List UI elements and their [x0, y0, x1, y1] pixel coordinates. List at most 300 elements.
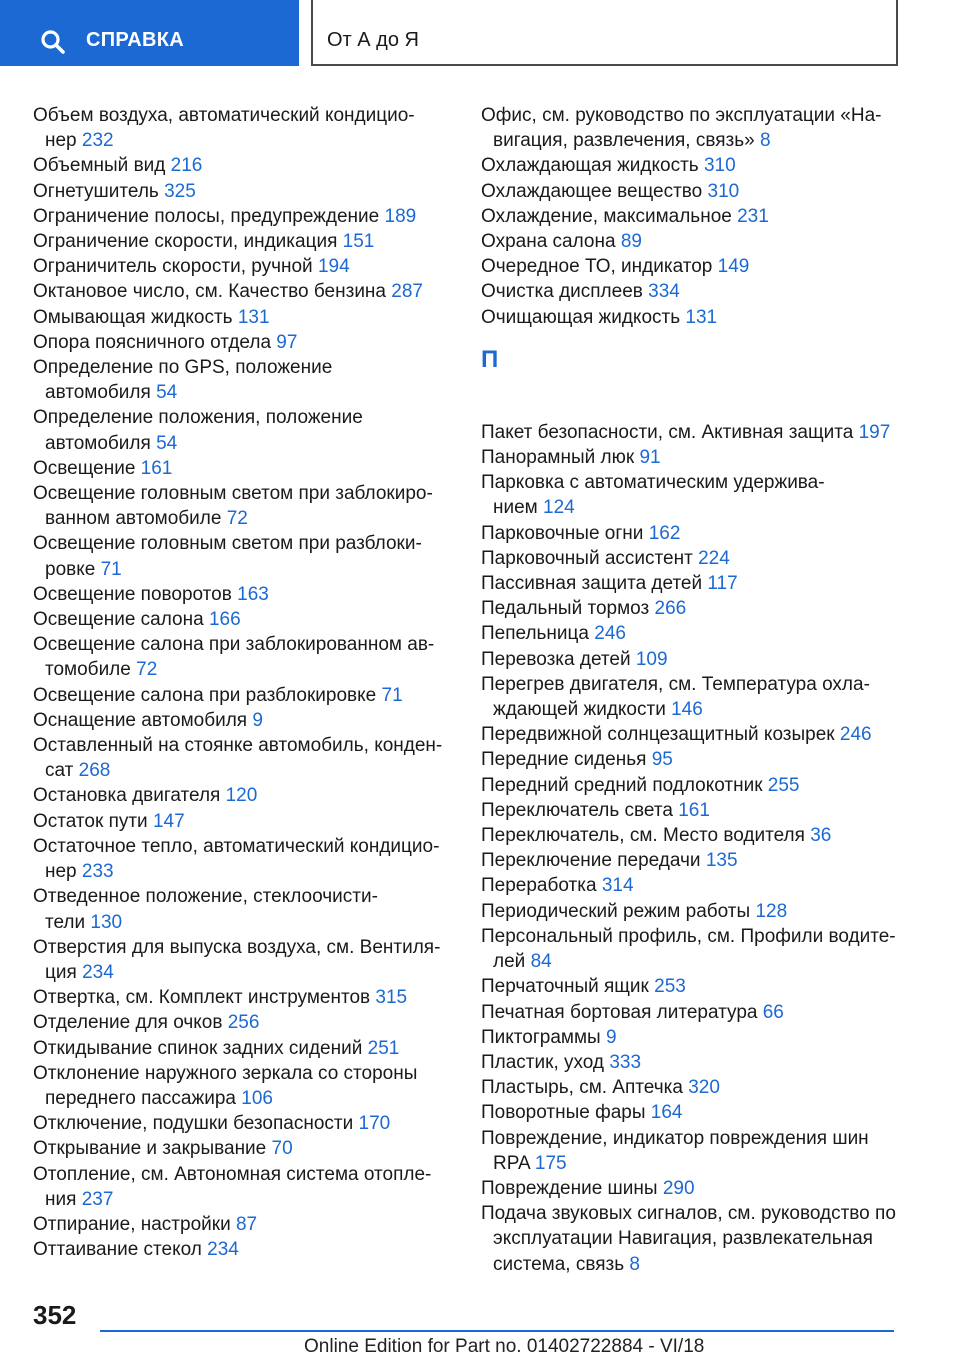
index-entry — [33, 305, 453, 330]
index-entry — [33, 330, 453, 355]
index-entry — [33, 884, 453, 934]
index-entry-text — [481, 924, 921, 949]
index-entry — [33, 632, 453, 682]
page-reference-link[interactable]: 120 — [225, 785, 258, 807]
index-entry — [33, 531, 453, 581]
page-reference-link[interactable]: 71 — [381, 684, 403, 706]
index-entry-text — [481, 1126, 921, 1151]
index-entry-text — [481, 1050, 921, 1075]
index-entry-text — [33, 355, 453, 380]
page-reference-link[interactable]: 233 — [81, 861, 114, 883]
page-reference-link[interactable]: 36 — [810, 825, 832, 847]
entry-term: Охрана салона — [481, 231, 616, 253]
page-reference-link[interactable]: 71 — [100, 558, 122, 580]
index-entry-text — [33, 229, 453, 254]
page-reference-link[interactable]: 95 — [651, 749, 673, 771]
page-reference-link[interactable]: 161 — [678, 799, 710, 821]
index-entry-text — [33, 607, 453, 632]
entry-term: сат — [45, 760, 74, 782]
entry-term: переднего пассажира — [45, 1087, 236, 1109]
entry-term: ванном автомобиле — [45, 508, 222, 530]
entry-term: Оттаивание стекол — [33, 1239, 202, 1261]
page-reference-link[interactable]: 266 — [654, 598, 687, 620]
page-reference-link[interactable]: 147 — [152, 810, 185, 832]
index-entry — [481, 848, 921, 873]
entry-term: ция — [45, 961, 77, 983]
index-entry-text — [33, 1086, 453, 1111]
index-entry — [33, 405, 453, 455]
entry-term: Объем воздуха, автоматический кондицио- — [33, 105, 415, 126]
index-entry-text — [33, 632, 453, 657]
entry-term: лей — [493, 951, 526, 973]
entry-term: тели — [45, 911, 86, 933]
entry-term: Омывающая жидкость — [33, 306, 233, 328]
index-entry-text — [33, 1111, 453, 1136]
index-entry-text — [481, 949, 921, 974]
page-reference-link[interactable]: 54 — [156, 432, 178, 454]
index-entry — [481, 899, 921, 924]
index-entry — [481, 823, 921, 848]
page-reference-link[interactable]: 287 — [391, 281, 423, 303]
page-reference-link[interactable]: 54 — [156, 382, 178, 404]
index-entry — [33, 935, 453, 985]
entry-term: нием — [493, 497, 538, 519]
page-reference-link[interactable]: 84 — [530, 951, 552, 973]
entry-term: вигация, развлечения, связь» — [493, 130, 755, 152]
page-reference-link[interactable]: 310 — [703, 155, 736, 177]
entry-term: Офис, см. руководство по эксплуатации «На- — [481, 105, 882, 126]
page-reference-link[interactable]: 246 — [839, 724, 872, 746]
index-entry-text — [481, 1100, 921, 1125]
page-reference-link[interactable]: 70 — [271, 1138, 293, 1160]
index-entry-text — [481, 103, 921, 128]
entry-term: Ограничение полосы, предупреждение — [33, 205, 380, 227]
page-reference-link[interactable]: 9 — [252, 709, 263, 731]
entry-term: Повреждение шины — [481, 1177, 658, 1199]
entry-term: RPA — [493, 1152, 530, 1174]
index-entry-text — [481, 445, 921, 470]
index-entry-text — [481, 596, 921, 621]
entry-term: Отключение, подушки безопасности — [33, 1113, 354, 1135]
page-reference-link[interactable]: 151 — [342, 231, 375, 253]
entry-term: Переключение передачи — [481, 850, 701, 872]
entry-term: Остаток пути — [33, 810, 148, 832]
entry-term: томобиле — [45, 659, 131, 681]
entry-term: Перегрев двигателя, см. Температура охла- — [481, 673, 870, 695]
index-entry — [481, 229, 921, 254]
index-entry-text — [481, 1201, 921, 1226]
index-entry-text — [33, 1162, 453, 1187]
index-entry — [481, 1201, 921, 1277]
index-entry-text — [33, 254, 453, 279]
index-entry-text — [33, 708, 453, 733]
index-entry — [481, 305, 921, 330]
entry-term: ния — [45, 1188, 77, 1210]
index-entry-text — [33, 1187, 453, 1212]
index-entry-text — [481, 1226, 921, 1251]
index-entry — [481, 1025, 921, 1050]
entry-term: Очищающая жидкость — [481, 306, 681, 328]
index-entry — [33, 153, 453, 178]
page-reference-link[interactable]: 232 — [81, 130, 114, 152]
index-entry-text — [481, 798, 921, 823]
index-entry-text — [33, 128, 453, 153]
entry-term: Отопление, см. Автономная система отопле- — [33, 1163, 432, 1185]
page-reference-link[interactable]: 8 — [760, 130, 771, 152]
page-reference-link[interactable]: 189 — [384, 205, 417, 227]
page-reference-link[interactable]: 66 — [762, 1001, 784, 1023]
page-reference-link[interactable]: 237 — [81, 1188, 114, 1210]
entry-term: Повреждение, индикатор повреждения шин — [481, 1127, 869, 1149]
index-entry-text — [33, 405, 453, 430]
index-entry-text — [33, 758, 453, 783]
page-reference-link[interactable]: 146 — [671, 699, 703, 721]
entry-term: Огнетушитель — [33, 180, 159, 202]
entry-term: Переключатель, см. Место водителя — [481, 825, 805, 847]
page-reference-link[interactable]: 162 — [648, 522, 681, 544]
entry-term: нер — [45, 861, 77, 883]
index-entry — [33, 1036, 453, 1061]
entry-term: Освещение головным светом при заблокиро- — [33, 483, 433, 505]
index-entry-text — [33, 1212, 453, 1237]
a-to-z-tab-label: От А до Я — [327, 29, 419, 51]
index-entry — [481, 773, 921, 798]
index-entry-text — [481, 495, 921, 520]
index-entry — [481, 445, 921, 470]
index-entry-text — [481, 1000, 921, 1025]
index-entry — [481, 254, 921, 279]
entry-term: Отклонение наружного зеркала со стороны — [33, 1062, 418, 1084]
entry-term: Отвертка, см. Комплект инструментов — [33, 987, 371, 1009]
help-tab-label: СПРАВКА — [86, 29, 185, 51]
entry-term: ровке — [45, 558, 96, 580]
entry-term: Пассивная защита детей — [481, 573, 703, 595]
index-entry — [33, 179, 453, 204]
index-entry-text — [481, 420, 921, 445]
index-entry — [481, 153, 921, 178]
index-entry — [481, 420, 921, 445]
index-entry-text — [481, 672, 921, 697]
page-reference-link[interactable]: 135 — [705, 850, 738, 872]
index-entry-text — [33, 103, 453, 128]
page-reference-link[interactable]: 253 — [654, 976, 686, 998]
index-entry-text — [33, 456, 453, 481]
index-entry — [33, 1162, 453, 1212]
index-entry-text — [33, 985, 453, 1010]
page-reference-link[interactable]: 320 — [688, 1077, 720, 1099]
index-entry — [481, 924, 921, 974]
index-entry-text — [481, 153, 921, 178]
page-reference-link[interactable]: 170 — [358, 1113, 391, 1135]
index-entry-text — [33, 657, 453, 682]
entry-term: Педальный тормоз — [481, 598, 650, 620]
entry-term: Освещение — [33, 457, 136, 479]
page-reference-link[interactable]: 163 — [237, 583, 269, 605]
index-entry-text — [33, 431, 453, 456]
page-reference-link[interactable]: 314 — [601, 875, 634, 897]
index-entry — [481, 621, 921, 646]
index-entry — [33, 254, 453, 279]
entry-term: Ограничение скорости, индикация — [33, 231, 338, 253]
index-entry — [33, 456, 453, 481]
search-icon — [40, 29, 66, 55]
entry-term: Охлаждающая жидкость — [481, 155, 699, 177]
page-reference-link[interactable]: 130 — [90, 911, 123, 933]
entry-term: эксплуатации Навигация, развлекательная — [493, 1228, 873, 1250]
entry-term: Определение положения, положение — [33, 407, 363, 429]
index-entry — [33, 708, 453, 733]
entry-term: Подача звуковых сигналов, см. руководство по — [481, 1203, 896, 1225]
index-entry — [481, 470, 921, 520]
page-reference-link[interactable]: 315 — [375, 987, 408, 1009]
index-entry — [33, 229, 453, 254]
index-entry-text — [481, 1075, 921, 1100]
index-entry-text — [33, 582, 453, 607]
entry-term: Определение по GPS, положение — [33, 357, 333, 379]
index-entry-text — [481, 179, 921, 204]
index-entry-text — [481, 722, 921, 747]
page-reference-link[interactable]: 246 — [594, 623, 626, 645]
entry-term: Остановка двигателя — [33, 785, 221, 807]
index-entry-text — [33, 859, 453, 884]
index-entry — [481, 873, 921, 898]
entry-term: Освещение салона при заблокированном ав- — [33, 634, 435, 656]
entry-term: Пластырь, см. Аптечка — [481, 1077, 683, 1099]
entry-term: Освещение поворотов — [33, 583, 232, 605]
index-entry-text — [33, 683, 453, 708]
entry-term: Печатная бортовая литература — [481, 1001, 758, 1023]
page-reference-link[interactable]: 109 — [635, 648, 668, 670]
page-reference-link[interactable]: 256 — [227, 1012, 260, 1034]
entry-term: Переработка — [481, 875, 597, 897]
index-entry — [33, 1111, 453, 1136]
entry-term: Персональный профиль, см. Профили водите- — [481, 925, 896, 947]
index-entry — [33, 834, 453, 884]
entry-term: Поворотные фары — [481, 1102, 646, 1124]
page-reference-link[interactable]: 310 — [707, 180, 740, 202]
entry-term: Перевозка детей — [481, 648, 631, 670]
page-reference-link[interactable]: 89 — [620, 231, 642, 253]
index-entry-text — [481, 305, 921, 330]
index-entry — [481, 672, 921, 722]
entry-term: автомобиля — [45, 432, 151, 454]
index-entry-text — [481, 621, 921, 646]
page-reference-link[interactable]: 117 — [707, 573, 738, 595]
index-entry-text — [481, 1025, 921, 1050]
index-entry — [481, 1075, 921, 1100]
page-reference-link[interactable]: 72 — [136, 659, 158, 681]
index-entry — [33, 809, 453, 834]
index-entry — [33, 1010, 453, 1035]
entry-term: Освещение головным светом при разблоки- — [33, 533, 422, 555]
page-reference-link[interactable]: 164 — [650, 1102, 683, 1124]
page-reference-link[interactable]: 128 — [755, 900, 788, 922]
page-reference-link[interactable]: 175 — [534, 1152, 567, 1174]
entry-term: Пластик, уход — [481, 1051, 605, 1073]
entry-term: Парковочные огни — [481, 522, 644, 544]
page-reference-link[interactable]: 234 — [207, 1239, 239, 1261]
entry-term: Освещение салона при разблокировке — [33, 684, 377, 706]
section-letter: П — [481, 345, 499, 373]
page-reference-link[interactable]: 87 — [235, 1213, 258, 1235]
index-entry — [481, 279, 921, 304]
index-entry-text — [33, 279, 453, 304]
page-reference-link[interactable]: 216 — [170, 155, 203, 177]
entry-term: Освещение салона — [33, 609, 204, 631]
index-entry-text — [481, 1151, 921, 1176]
index-column-left — [33, 103, 453, 1262]
index-entry-text — [33, 531, 453, 556]
index-entry — [481, 798, 921, 823]
index-entry — [481, 546, 921, 571]
entry-term: Оснащение автомобиля — [33, 709, 248, 731]
index-entry — [481, 179, 921, 204]
entry-term: Пиктограммы — [481, 1026, 601, 1048]
page-reference-link[interactable]: 131 — [237, 306, 270, 328]
page-reference-link[interactable]: 325 — [164, 180, 196, 202]
index-entry — [481, 1000, 921, 1025]
entry-term: система, связь — [493, 1253, 625, 1275]
entry-term: Оставленный на стоянке автомобиль, конден- — [33, 735, 443, 757]
index-entry-text — [33, 1036, 453, 1061]
index-entry — [481, 103, 921, 153]
entry-term: Панорамный люк — [481, 447, 635, 469]
page-reference-link[interactable]: 72 — [226, 508, 248, 530]
index-entry-text — [33, 1010, 453, 1035]
index-entry-text — [481, 571, 921, 596]
index-entry-text — [481, 697, 921, 722]
index-entry-text — [481, 873, 921, 898]
index-entry — [33, 582, 453, 607]
page-reference-link[interactable]: 166 — [208, 609, 241, 631]
page-reference-link[interactable]: 106 — [241, 1087, 273, 1109]
entry-term: нер — [45, 130, 77, 152]
index-entry — [33, 279, 453, 304]
entry-term: Перчаточный ящик — [481, 976, 649, 998]
a-to-z-tab[interactable] — [311, 0, 898, 66]
page-reference-link[interactable]: 333 — [609, 1051, 642, 1073]
index-entry — [33, 783, 453, 808]
page-reference-link[interactable]: 149 — [717, 256, 750, 278]
index-entry-text — [33, 1061, 453, 1086]
entry-term: Парковка с автоматическим удержива- — [481, 472, 825, 494]
page-reference-link[interactable]: 234 — [82, 961, 114, 983]
entry-term: Ограничитель скорости, ручной — [33, 256, 313, 278]
index-entry — [33, 683, 453, 708]
entry-term: Пакет безопасности, см. Активная защита — [481, 421, 854, 443]
index-entry — [33, 1212, 453, 1237]
edition-text: Online Edition for Part no. 01402722884 - VI/18 — [304, 1336, 705, 1357]
page-reference-link[interactable]: 8 — [629, 1253, 640, 1275]
index-entry-text — [481, 470, 921, 495]
index-entry-text — [481, 848, 921, 873]
page-reference-link[interactable]: 290 — [662, 1177, 695, 1199]
page-reference-link[interactable]: 161 — [140, 457, 173, 479]
index-entry — [33, 481, 453, 531]
page-reference-link[interactable]: 334 — [648, 281, 680, 303]
page-reference-link[interactable]: 124 — [543, 497, 575, 519]
page-reference-link[interactable]: 251 — [367, 1037, 400, 1059]
entry-term: Откидывание спинок задних сидений — [33, 1037, 363, 1059]
index-entry-text — [33, 884, 453, 909]
index-entry-text — [481, 747, 921, 772]
page-reference-link[interactable]: 231 — [737, 205, 769, 227]
index-entry — [33, 1237, 453, 1262]
index-entry — [33, 1136, 453, 1161]
entry-term: Остаточное тепло, автоматический кондицио- — [33, 835, 440, 857]
page-number: 352 — [33, 1300, 77, 1330]
index-entry-text — [481, 899, 921, 924]
index-entry-text — [481, 773, 921, 798]
entry-term: Объемный вид — [33, 155, 166, 177]
index-entry-text — [33, 809, 453, 834]
index-entry-text — [481, 204, 921, 229]
index-entry — [481, 974, 921, 999]
index-entry-text — [481, 521, 921, 546]
index-entry-text — [481, 254, 921, 279]
index-entry — [481, 1050, 921, 1075]
help-tab[interactable] — [0, 0, 299, 66]
entry-term: Парковочный ассистент — [481, 547, 693, 569]
index-entry — [481, 1176, 921, 1201]
entry-term: ждающей жидкости — [493, 699, 666, 721]
page-reference-link[interactable]: 91 — [639, 447, 661, 469]
index-entry-text — [33, 481, 453, 506]
index-entry-text — [481, 279, 921, 304]
index-entry — [481, 647, 921, 672]
index-entry-text — [481, 823, 921, 848]
index-entry-text — [33, 153, 453, 178]
page-reference-link[interactable]: 9 — [605, 1026, 617, 1048]
index-entry — [33, 204, 453, 229]
index-entry-text — [481, 128, 921, 153]
footer-divider — [100, 1330, 894, 1332]
index-entry — [33, 985, 453, 1010]
entry-term: Периодический режим работы — [481, 900, 751, 922]
index-entry-text — [33, 330, 453, 355]
index-entry — [33, 355, 453, 405]
entry-term: Охлаждение, максимальное — [481, 205, 732, 227]
index-entry — [481, 1100, 921, 1125]
index-entry — [481, 1126, 921, 1176]
index-entry-text — [33, 305, 453, 330]
index-entry — [481, 596, 921, 621]
index-entry-text — [33, 204, 453, 229]
entry-term: автомобиля — [45, 382, 151, 404]
page-reference-link[interactable]: 194 — [317, 256, 350, 278]
index-entry-text — [33, 960, 453, 985]
entry-term: Передние сиденья — [481, 749, 647, 771]
index-entry-text — [33, 179, 453, 204]
index-entry-text — [33, 935, 453, 960]
header — [0, 0, 960, 66]
index-entry — [481, 571, 921, 596]
page-reference-link[interactable]: 268 — [78, 760, 111, 782]
page-reference-link[interactable]: 224 — [698, 547, 730, 569]
index-entry-text — [33, 380, 453, 405]
entry-term: Опора поясничного отдела — [33, 331, 272, 353]
index-entry — [33, 103, 453, 153]
page-reference-link[interactable]: 131 — [685, 306, 718, 328]
page-reference-link[interactable]: 97 — [276, 331, 298, 353]
index-entry-text — [33, 783, 453, 808]
index-entry-text — [33, 506, 453, 531]
index-entry-text — [33, 733, 453, 758]
index-entry — [481, 722, 921, 747]
index-entry-text — [481, 229, 921, 254]
page-reference-link[interactable]: 255 — [767, 774, 800, 796]
page-reference-link[interactable]: 197 — [858, 421, 891, 443]
